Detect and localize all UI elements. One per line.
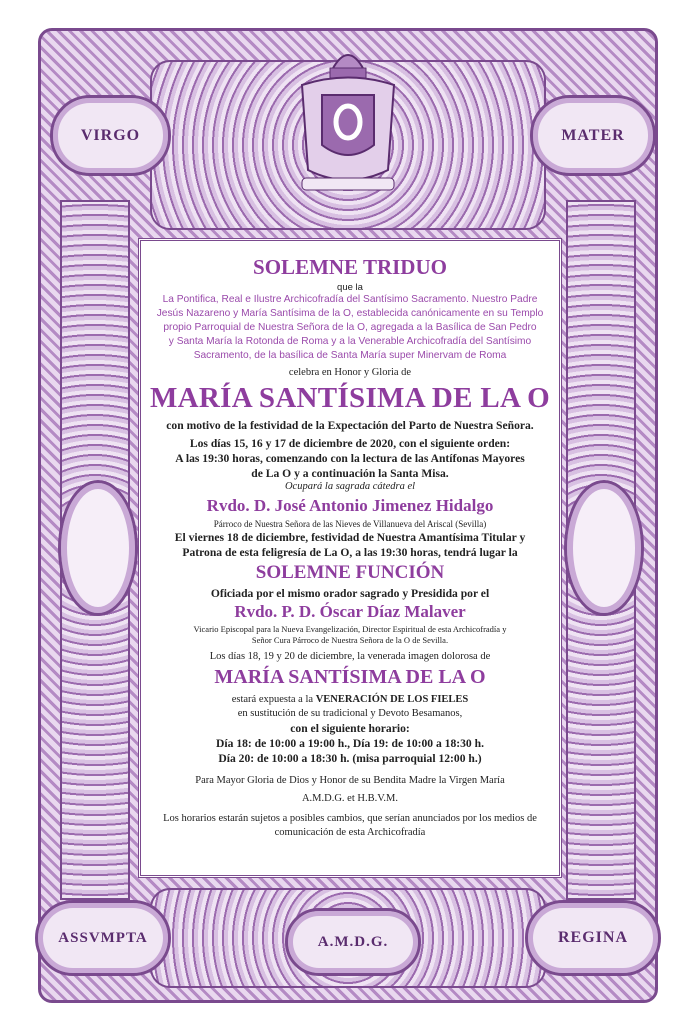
line: Día 18: de 10:00 a 19:00 h., Día 19: de 10:00 a 18:30 h. (216, 737, 484, 750)
funcion-title: SOLEMNE FUNCIÓN (255, 562, 445, 583)
line: Los horarios estarán sujetos a posibles cambios, que serían anunciados por los medios de (163, 813, 537, 824)
announcement-text (142, 255, 558, 840)
catedra: Ocupará la sagrada cátedra el (284, 481, 416, 492)
line: Vicario Episcopal para la Nueva Evangelización, Director Espiritual de esta Archicofradía y (193, 624, 507, 634)
expuesta (142, 693, 558, 707)
text: estará expuesta a la (231, 694, 316, 705)
veneracion-intro: Los días 18, 19 y 20 de diciembre, la venerada imagen dolorosa de (209, 651, 491, 662)
cartouche-assvmpta: ASSVMPTA (35, 900, 171, 976)
text-bold: VENERACIÓN DE LOS FIELES (315, 694, 469, 705)
oficiada: Oficiada por el mismo orador sagrado y Presidida por el (210, 587, 490, 600)
aviso (142, 812, 558, 840)
lavender-medallion (58, 480, 138, 616)
cartouche-virgo: VIRGO (50, 95, 171, 176)
line: El viernes 18 de diciembre, festividad de Nuestra Amantísima Titular y (174, 531, 526, 544)
line: Sacramento, de la basílica de Santa María super Minervam de Roma (193, 350, 507, 361)
gloria: Para Mayor Gloria de Dios y Honor de su Bendita Madre la Virgen María (195, 775, 505, 786)
sustitucion: en sustitución de su tradicional y Devoto Besamanos, (237, 708, 463, 719)
line: Señor Cura Párroco de Nuestra Señora de la O de Sevilla. (251, 635, 449, 645)
line: Patrona de esta feligresía de La O, a las 19:30 horas, tendrá lugar la (182, 546, 518, 559)
line: propio Parroquial de Nuestra Señora de la O, agregada a la Basílica de San Pedro (163, 322, 537, 333)
celebra: celebra en Honor y Gloria de (288, 367, 412, 378)
virgin-name-2: MARÍA SANTÍSIMA DE LA O (214, 666, 486, 688)
cartouche-amdg: A.M.D.G. (285, 908, 421, 976)
que-la: que la (337, 282, 363, 293)
brotherhood-name (142, 293, 558, 363)
virgin-name: MARÍA SANTÍSIMA DE LA O (149, 382, 551, 414)
line: Los días 15, 16 y 17 de diciembre de 2020, con el siguiente orden: (189, 437, 511, 450)
preacher-role: Párroco de Nuestra Señora de las Nieves de Villanueva del Ariscal (Sevilla) (213, 519, 487, 529)
title: SOLEMNE TRIDUO (253, 255, 447, 279)
cartouche-regina: REGINA (525, 900, 661, 976)
line: Jesús Nazareno y María Santísima de la O, establecida canónicamente en su Templo (156, 308, 544, 319)
horario (142, 736, 558, 766)
funcion-text (142, 530, 558, 560)
cartouche-mater: MATER (530, 95, 656, 176)
presider-role (142, 624, 558, 646)
preacher-name: Rvdo. D. José Antonio Jimenez Hidalgo (206, 496, 494, 515)
line: Día 20: de 10:00 a 18:30 h. (misa parroquial 12:00 h.) (218, 752, 482, 765)
line: comunicación de esta Archicofradía (274, 827, 426, 838)
amdg: A.M.D.G. et H.B.V.M. (301, 793, 399, 804)
line: A las 19:30 horas, comenzando con la lectura de las Antífonas Mayores (175, 452, 525, 465)
line: y Santa María la Rotonda de Roma y a la Venerable Archicofradía del Santísimo (168, 336, 532, 347)
horario-title: con el siguiente horario: (290, 722, 410, 735)
presider-name: Rvdo. P. D. Óscar Díaz Malaver (234, 602, 466, 621)
brotherhood-crest (292, 40, 404, 200)
line: de La O y a continuación la Santa Misa. (251, 467, 449, 480)
line: La Pontifica, Real e Ilustre Archicofradía del Santísimo Sacramento. Nuestro Padre (162, 294, 538, 305)
flower-medallion (564, 480, 644, 616)
triduo-schedule (142, 436, 558, 481)
motivo: con motivo de la festividad de la Expectación del Parto de Nuestra Señora. (166, 419, 534, 432)
